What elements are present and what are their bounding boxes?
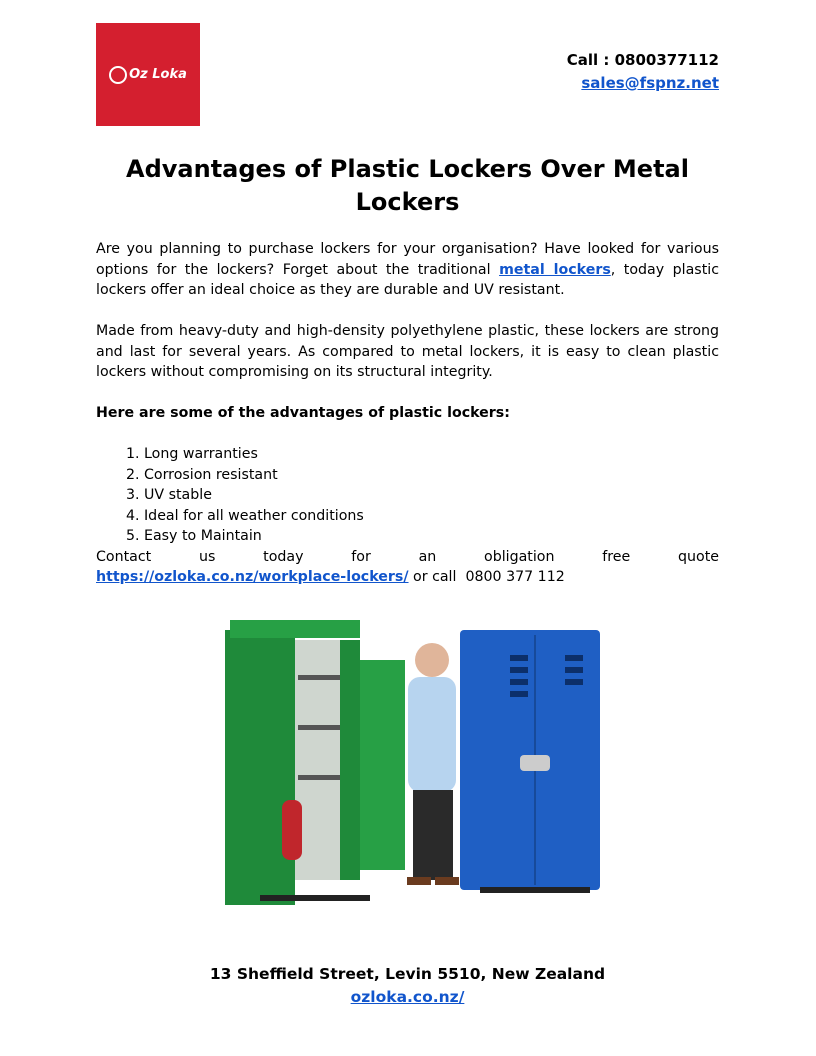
call-number: Call : 0800377112 xyxy=(566,51,719,69)
material-paragraph: Made from heavy-duty and high-density polyethylene plastic, these lockers are strong and last for several years. As compared to metal lockers, it is easy to clean plastic lockers without compromising on its structural integrity. xyxy=(96,323,719,380)
page-title: Advantages of Plastic Lockers Over Metal Lockers xyxy=(126,155,689,216)
list-item: 3. UV stable xyxy=(144,485,719,506)
contact-line: Contact us today for an obligation free quote xyxy=(96,548,719,565)
green-locker xyxy=(225,620,405,905)
advantages-list xyxy=(96,444,719,547)
address: 13 Sheffield Street, Levin 5510, New Zealand xyxy=(209,965,606,983)
call-text: or call 0800 377 112 xyxy=(408,569,565,585)
person xyxy=(407,643,459,885)
lockers-photo xyxy=(220,615,610,920)
logo-text: Oz Loka xyxy=(129,67,187,82)
list-item: 2. Corrosion resistant xyxy=(144,465,719,486)
website-link[interactable]: ozloka.co.nz/ xyxy=(350,988,465,1006)
intro-text: Are you planning to purchase lockers for your organisation? Have looked for various options for the lockers? Forget about the traditional xyxy=(96,241,719,278)
blue-locker xyxy=(460,630,600,893)
email-link[interactable]: sales@fspnz.net xyxy=(581,74,719,92)
list-item: 1. Long warranties xyxy=(144,444,719,465)
logo-mark-icon xyxy=(109,66,127,84)
footer xyxy=(96,963,719,1009)
workplace-lockers-link[interactable]: https://ozloka.co.nz/workplace-lockers/ xyxy=(96,569,409,585)
header-contact xyxy=(567,49,719,95)
metal-lockers-link[interactable]: metal lockers xyxy=(499,261,611,278)
intro-text-end: , today plastic lockers offer an ideal choice as they are durable and UV resistant. xyxy=(96,261,719,298)
list-item: 5. Easy to Maintain xyxy=(144,526,719,547)
advantages-heading: Here are some of the advantages of plastic lockers: xyxy=(96,405,510,421)
intro-paragraph xyxy=(96,239,719,301)
list-item: 4. Ideal for all weather conditions xyxy=(144,506,719,527)
oz-loka-logo xyxy=(96,23,200,126)
document-body xyxy=(96,239,719,588)
